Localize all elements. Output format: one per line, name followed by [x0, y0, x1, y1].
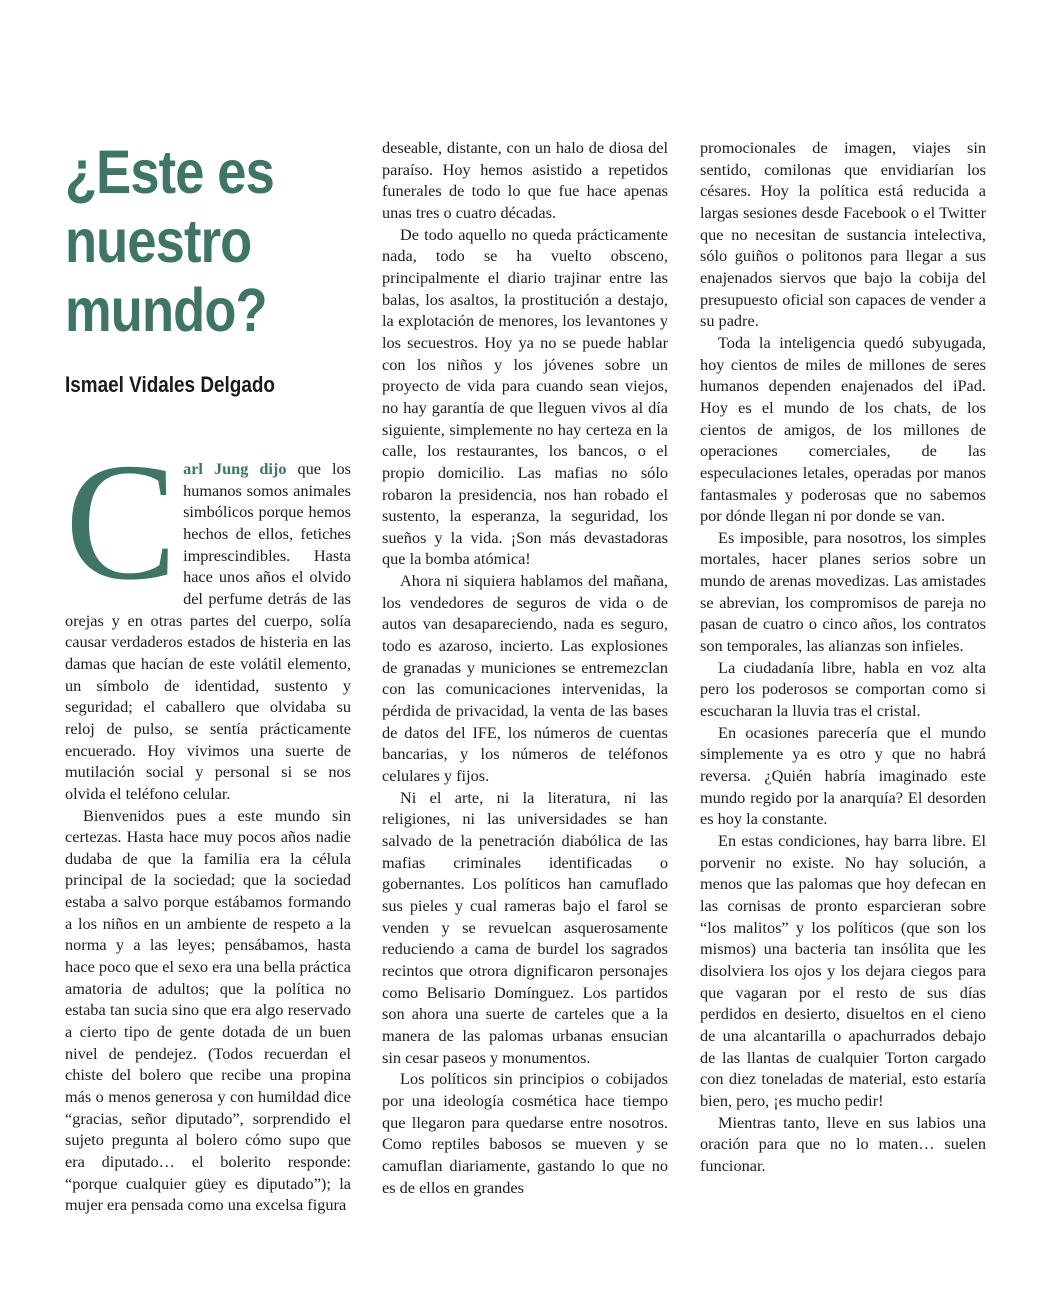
paragraph: Es imposible, para nosotros, los simples mortales, hacer planes serios sobre un mundo de arenas movedizas. Las amistades se abrevian, los compromisos de pareja no pasan de cuatro o cinco años, los contratos son temporales, las alianzas son infieles.: [700, 527, 986, 656]
column-2: [382, 137, 668, 1198]
paragraph: deseable, distante, con un halo de diosa del paraíso. Hoy hemos asistido a repetidos funerales de todo lo que fue hace apenas unas tres o cuatro décadas.: [382, 138, 668, 222]
paragraph: promocionales de imagen, viajes sin sentido, comilonas que envidiarían los césares. Hoy la política está reducida a largas sesiones desde Facebook o el Twitter que no necesitan de sustancia intelectiva, sólo guiños o politonos para llegar a sus enajenados siervos que bajo la cobija del presupuesto oficial son capaces de vender a su padre.: [700, 138, 986, 331]
drop-cap: C: [65, 429, 178, 615]
author-name: Ismael Vidales Delgado: [65, 372, 275, 397]
column-1: [65, 429, 351, 1216]
paragraph: Los políticos sin principios o cobijados por una ideología cosmética hace tiempo que llegaron para quedarse entre nosotros. Como reptiles babosos se mueven y se camuflan diariamente, gastando lo que no es de ellos en grandes: [382, 1069, 668, 1197]
paragraph: En estas condiciones, hay barra libre. El porvenir no existe. No hay solución, a menos que las palomas que hoy defecan en las cornisas de pronto esparcieran sobre “los malitos” y los políticos (que son los mismos) una bacteria tan insólita que les disolviera los ojos y los dejara ciegos para que vagaran por el resto de sus días perdidos en desierto, disueltos en el cieno de una alcantarilla o apachurrados debajo de las llantas de cualquier Torton cargado con diez toneladas de material, esto estaría bien, pero, ¡es mucho pedir!: [700, 831, 986, 1110]
lead-in: arl Jung dijo: [183, 459, 287, 478]
paragraph: La ciudadanía libre, habla en voz alta pero los poderosos se comportan como si escucharan la lluvia tras el cristal.: [700, 657, 986, 721]
paragraph: De todo aquello no queda prácticamente nada, todo se ha vuelto obsceno, principalmente el diario trajinar entre las balas, los asaltos, la prostitución a destajo, la explotación de menores, los levantones y los secuestros. Hoy ya no se puede hablar con los niños y los jóvenes sobre un proyecto de vida para cuando sean viejos, no hay garantía de que lleguen vivos al día siguiente, simplemente no hay certeza en la calle, los restaurantes, los bancos, o el propio domicilio. Las mafias no sólo robaron la presidencia, nos han robado el sustento, la esperanza, la seguridad, los sueños y la vida. ¡Son más devastadoras que la bomba atómica!: [382, 224, 668, 569]
paragraph: Bienvenidos pues a este mundo sin certezas. Hasta hace muy pocos años nadie dudaba de que la familia era la célula principal de la sociedad; que la sociedad estaba a salvo porque estábamos formando a los niños en un ambiente de respeto a la norma y a las leyes; pensábamos, hasta hace poco que el sexo era una bella práctica amatoria de adultos; que la política no estaba tan sucia sino que era algo reservado a cierto tipo de gente dotada de un buen nivel de pendejez. (Todos recuerdan el chiste del bolero que recibe una propina más o menos generosa y con humildad dice “gracias, señor diputado”, sorprendido el sujeto pregunta al bolero cómo supo que era diputado… el bolerito responde: “porque cualquier güey es diputado”); la mujer era pensada como una excelsa figura: [65, 805, 351, 1215]
paragraph: Mientras tanto, lleve en sus labios una oración para que no lo maten… suelen funcionar.: [700, 1112, 986, 1175]
paragraph: Ahora ni siquiera hablamos del mañana, los vendedores de seguros de vida o de autos van desapareciendo, nada es seguro, todo es azaroso, incierto. Las explosiones de granadas y municiones se entremezclan con las comunicaciones intervenidas, la pérdida de privacidad, la venta de las bases de datos del IFE, los números de cuentas bancarias, y los números de teléfonos celulares y fijos.: [382, 571, 668, 786]
paragraph: Toda la inteligencia quedó subyugada, hoy cientos de miles de millones de seres humanos dependen enajenados del iPad. Hoy es el mundo de los chats, de los cientos de amigos, de los millones de operaciones comerciales, de las especulaciones letales, operadas por manos fantasmales y poderosas que no sabemos por dónde llegan ni por donde se van.: [700, 332, 986, 526]
paragraph-text: que los humanos somos animales simbólicos porque hemos hechos de ellos, fetiches imprescindibles. Hasta hace unos años el olvido del perfume detrás de las orejas y en otras partes del cuerpo, solía causar verdaderos estados de histeria en las damas que hacían de este volátil elemento, un símbolo de identidad, sustento y seguridad; el caballero que olvidaba su reloj de pulso, se sentía prácticamente encuerado. Hoy vivimos una suerte de mutilación social y personal si se nos olvida el teléfono celular.: [65, 459, 351, 803]
column-3: [700, 137, 986, 1177]
paragraph: [65, 429, 351, 805]
paragraph: Ni el arte, ni la literatura, ni las religiones, ni las universidades se han salvado de la penetración diabólica de las mafias criminales identificadas o gobernantes. Los políticos han camuflado sus pieles y cual rameras bajo el farol se venden y se revuelcan asquerosamente reduciendo a cama de burdel los sagrados recintos que otrora dignificaron personajes como Belisario Domínguez. Los partidos son ahora una suerte de carteles que a la manera de las palomas urbanas ensucian sin cesar paseos y monumentos.: [382, 787, 668, 1067]
article-title: ¿Este es nuestro mundo?: [65, 138, 274, 344]
paragraph: En ocasiones parecería que el mundo simplemente ya es otro y que no habrá reversa. ¿Quién habría imaginado este mundo regido por la anarquía? El desorden es hoy la constante.: [700, 722, 986, 829]
